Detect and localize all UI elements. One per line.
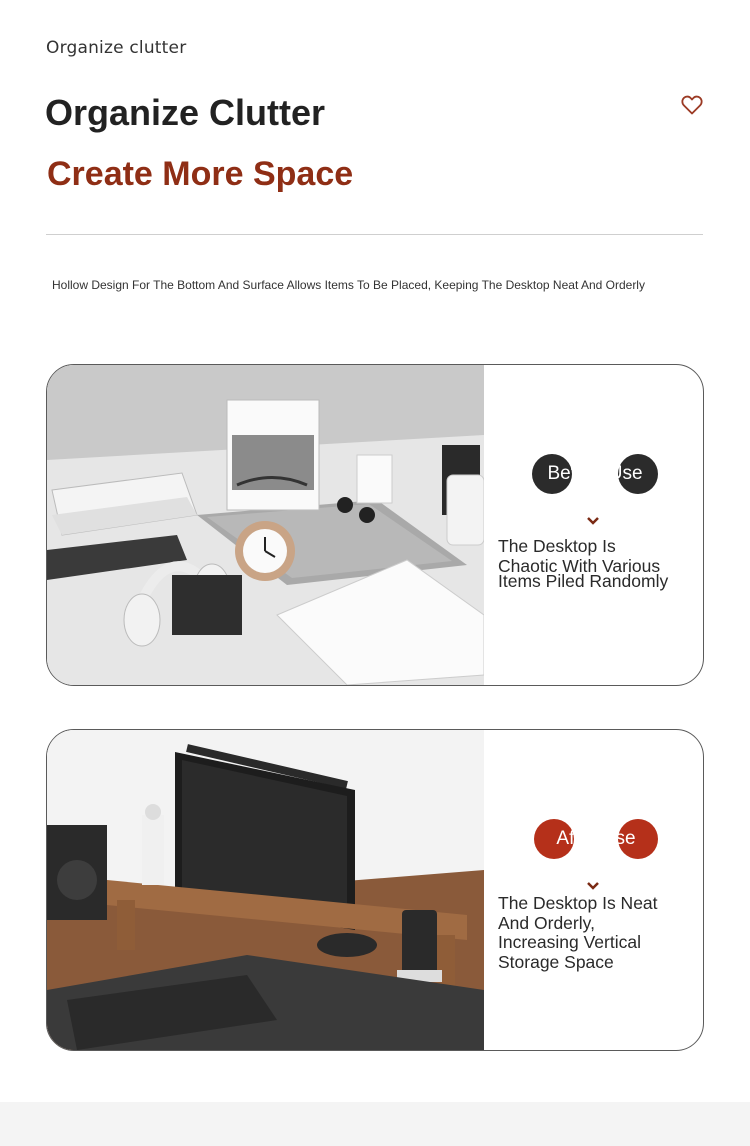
text-line: Storage Space [498, 951, 614, 972]
badge-label: Before Use [547, 463, 643, 484]
chevron-down-icon [586, 516, 600, 526]
chevron-down-icon [586, 881, 600, 891]
cluttered-desk-photo [47, 365, 484, 685]
before-use-badge [532, 454, 658, 494]
text-line: Increasing Vertical [498, 932, 641, 952]
divider [46, 234, 703, 235]
badge-label: After Use [556, 828, 636, 849]
text-line: Chaotic With Various [498, 555, 661, 576]
after-use-badge [534, 819, 658, 859]
before-use-text [498, 537, 688, 592]
after-use-card [46, 729, 704, 1051]
organized-desk-photo [47, 730, 484, 1050]
text-line: The Desktop Is Neat [498, 893, 658, 913]
text-line: And Orderly, [498, 912, 595, 933]
feature-description: Hollow Design For The Bottom And Surface Allows Items To Be Placed, Keeping The Desktop Neat And Orderly [52, 278, 645, 292]
breadcrumb: Organize clutter [46, 38, 187, 58]
footer-band [0, 1102, 750, 1146]
text-line: Items Piled Randomly [498, 571, 669, 591]
after-use-text [498, 894, 688, 972]
heart-icon[interactable] [680, 93, 704, 117]
page-subtitle: Create More Space [47, 155, 354, 193]
page-title: Organize Clutter [45, 92, 326, 133]
text-line: The Desktop Is [498, 536, 616, 556]
before-use-card [46, 364, 704, 686]
